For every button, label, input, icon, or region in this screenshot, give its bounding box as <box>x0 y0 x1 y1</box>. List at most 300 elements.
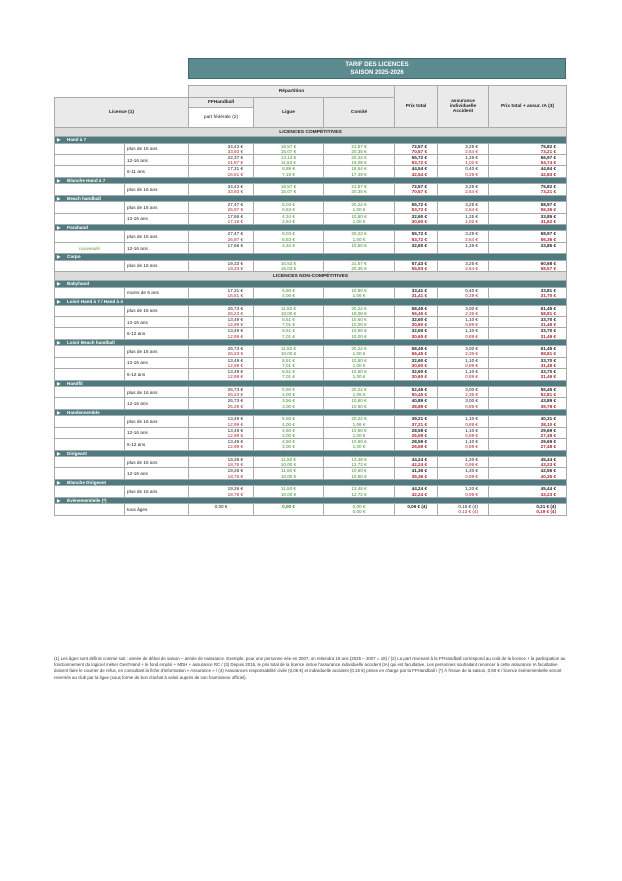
total-value-reduced: 55,93 € <box>411 265 427 271</box>
ffhandball-value <box>189 166 254 177</box>
ligue-value-full: 8,03 € <box>282 202 295 208</box>
ligue-value-reduced: 4,00 € <box>282 292 295 298</box>
ffhandball-value <box>189 457 254 468</box>
total-ia-value <box>489 427 567 438</box>
total-ia-value-reduced: 58,81 € <box>540 310 556 316</box>
assurance-value <box>438 457 489 468</box>
row-note <box>55 504 125 515</box>
assurance-value-reduced: 0,29 € <box>465 171 478 177</box>
ffhandball-value <box>189 231 254 242</box>
assurance-value-reduced: 0,99 € <box>465 462 478 468</box>
comite-value-reduced: 1,00 € <box>352 432 366 438</box>
ligue-value-reduced: 10,00 € <box>280 462 297 468</box>
footnotes: (1) Les âges sont définis comme suit : année de début de saison – année de naissance. Exemple, pour une personne née en 2007, on retiendra 18 ans (2025 – 2007 = 18) / (2) La part revenant à la FFHandball correspond au coût de la licence + la participation au fonctionnement du logiciel métier Gest'Hand + le fond emploi + MDH + assurance RC / (3) Depuis 2016, le prix total de la licence inclue l'assurance individuelle accident (IA) qui est facultative. Les personnes souhaitant renoncer à cette assurance IA facultative doivent faire le courrier de refus, en consultant la fiche d'information « Assurance » / (4) Assurances responsabilité civile (0,06 €) et individuelle accident (0,15 €) prises en charge par la FFHandball / (*) À l'issue de la saison, 0,50 € / licence évènementielle seront reversés au club par la ligue (sous forme de bon d'achat à valoir auprès de son fournisseur officiel). <box>54 656 566 680</box>
total-value-full: 44,24 € <box>411 486 427 492</box>
total-ia-value-full: 29,69 € <box>540 439 556 445</box>
tariff-title <box>188 58 566 79</box>
comite-value-reduced: 20,35 € <box>351 265 367 271</box>
ffhandball-value-full: 26,73 € <box>227 305 243 311</box>
ligue-value-reduced: 11,63 € <box>281 160 296 166</box>
ligue-value-full: 4,34 € <box>282 242 295 248</box>
comite-value-reduced: 1,00 € <box>352 236 366 242</box>
total-ia-value-full: 0,21 € (4) <box>536 504 556 510</box>
ligue-value-full: 8,03 € <box>282 231 295 237</box>
header-assurance: assurance individuelle Accident <box>438 86 489 128</box>
ligue-value-full: 11,50 € <box>281 468 296 474</box>
row-note <box>55 416 125 427</box>
ffhandball-value <box>189 202 254 213</box>
assurance-value-full: 1,10 € <box>465 416 478 422</box>
total-ia-value <box>489 468 567 479</box>
comite-value-full: 20,22 € <box>351 387 367 392</box>
comite-value-reduced: 1,00 € <box>352 351 366 357</box>
total-value-full: 44,24 € <box>411 457 427 463</box>
row-note <box>55 328 125 339</box>
assurance-value-reduced: 1,02 € <box>465 160 478 166</box>
total-value-full: 58,45 € <box>411 305 427 311</box>
total-value-reduced: 26,59 € <box>411 432 427 438</box>
ffhandball-value <box>189 427 254 438</box>
total-value-reduced: 70,57 € <box>411 189 427 195</box>
comite-value <box>324 260 395 271</box>
age-group: plus de 16 ans <box>125 305 189 316</box>
assurance-value-full: 1,10 € <box>465 369 478 375</box>
ffhandball-value-reduced: 18,76 € <box>227 462 243 468</box>
assurance-value-full: 1,10 € <box>465 439 478 445</box>
total-ia-value <box>489 184 567 195</box>
age-group: plus de 16 ans <box>125 346 189 357</box>
total-ia-value <box>489 242 567 253</box>
ligue-value <box>254 328 324 339</box>
assurance-value-reduced: 0,89 € <box>465 421 478 427</box>
ffhandball-value <box>189 504 254 515</box>
total-value <box>395 369 438 380</box>
total-value-reduced: 56,45 € <box>411 351 427 357</box>
age-group: tous âges <box>125 504 189 515</box>
comite-value-reduced: 1,06 € <box>352 292 366 298</box>
ligue-value-full: 11,50 € <box>281 346 296 352</box>
comite-value <box>324 387 395 398</box>
assurance-value-full: 1,10 € <box>465 357 478 363</box>
total-ia-value-reduced: 31,62 € <box>540 218 556 224</box>
total-ia-value <box>489 504 567 515</box>
ffhandball-value-full: 26,73 € <box>227 346 243 352</box>
ffhandball-value <box>189 357 254 368</box>
total-value <box>395 416 438 427</box>
row-note <box>55 166 125 177</box>
ligue-value-full: 11,50 € <box>281 305 296 311</box>
section-title: LICENCES NON-COMPÉTITIVES <box>55 272 567 281</box>
assurance-value-reduced: 0,89 € <box>465 432 478 438</box>
comite-value-reduced: 0,00 € <box>352 509 366 515</box>
ffhandball-value-reduced: 12,99 € <box>227 374 243 380</box>
total-ia-value <box>489 439 567 450</box>
assurance-value <box>438 357 489 368</box>
ffhandball-value-full: 13,49 € <box>227 369 243 375</box>
comite-value <box>324 357 395 368</box>
total-value-reduced: 30,60 € <box>411 362 427 368</box>
ligue-value <box>254 486 324 497</box>
total-value <box>395 328 438 339</box>
age-group: plus de 16 ans <box>125 202 189 213</box>
ffhandball-value-reduced <box>191 248 243 253</box>
comite-value-reduced <box>326 248 392 253</box>
triangle-icon: ▶ <box>57 380 61 386</box>
total-value-full: 52,45 € <box>411 387 427 392</box>
ffhandball-value-reduced: 17,16 € <box>227 218 243 224</box>
total-ia-value-full: 33,70 € <box>540 369 556 375</box>
assurance-value-reduced: 0,13 € (4) <box>458 509 478 515</box>
assurance-value-full: 1,20 € <box>465 468 478 474</box>
total-ia-value <box>489 457 567 468</box>
comite-value-reduced: 10,60 € <box>351 473 367 479</box>
ffhandball-value <box>189 242 254 253</box>
ligue-value-reduced: 7,01 € <box>282 374 295 380</box>
ligue-value-reduced: 7,01 € <box>282 333 295 339</box>
total-ia-value <box>489 346 567 357</box>
comite-value-full: 10,60 € <box>351 316 367 322</box>
age-group: 12-16 ans <box>125 427 189 438</box>
total-value-full: 39,21 € <box>411 416 427 422</box>
table-row <box>55 287 567 298</box>
comite-value-full: 20,22 € <box>351 346 367 352</box>
ligue-value <box>254 457 324 468</box>
assurance-value <box>438 398 489 409</box>
row-note <box>55 305 125 316</box>
total-value-reduced: 42,24 € <box>411 462 427 468</box>
comite-value-full: 10,60 € <box>351 328 367 334</box>
assurance-value-full: 0,40 € <box>465 166 478 172</box>
total-ia-value <box>489 143 567 154</box>
total-value-full: 55,72 € <box>411 154 427 160</box>
assurance-value-reduced: 0,89 € <box>465 333 478 339</box>
assurance-value <box>438 184 489 195</box>
ligue-value-full: 3,56 € <box>282 398 295 404</box>
age-group: 6-11 ans <box>125 166 189 177</box>
total-ia-value-reduced: 42,83 € <box>540 171 556 177</box>
assurance-value-reduced: 0,89 € <box>465 374 478 380</box>
total-ia-value-full: 61,45 € <box>540 346 556 352</box>
table-row <box>55 202 567 213</box>
category-name: Parahand <box>67 224 88 230</box>
total-value-full: 40,89 € <box>411 398 427 404</box>
table-row <box>55 504 567 515</box>
assurance-value-reduced: 0,29 € <box>465 292 478 298</box>
header-part-federale: part fédérale (2) <box>189 108 254 128</box>
row-note <box>55 316 125 327</box>
category-name: Hand à 7 <box>67 137 87 142</box>
header-prix-total: Prix total <box>395 86 438 128</box>
total-value-reduced: 37,21 € <box>411 421 427 427</box>
category-name: Blanche Dirigeant <box>67 479 107 485</box>
total-value-reduced: 53,72 € <box>411 236 427 242</box>
row-note <box>55 260 125 271</box>
ligue-value-full: 4,50 € <box>282 439 295 445</box>
assurance-value-full: 0,15 € (4) <box>458 504 478 510</box>
assurance-value-reduced: 2,36 € <box>465 392 478 398</box>
row-note <box>55 357 125 368</box>
total-value <box>395 468 438 479</box>
total-value-full: 32,60 € <box>411 242 427 248</box>
comite-value-reduced: 1,06 € <box>352 421 366 427</box>
ffhandball-value-reduced: 26,97 € <box>227 207 243 213</box>
assurance-value-reduced: 0,89 € <box>465 322 478 328</box>
total-value <box>395 184 438 195</box>
total-ia-value-full: 45,44 € <box>540 457 556 463</box>
total-value <box>395 457 438 468</box>
ligue-value-full: 5,50 € <box>282 416 295 422</box>
assurance-value <box>438 328 489 339</box>
total-ia-value <box>489 398 567 409</box>
total-value <box>395 202 438 213</box>
assurance-value <box>438 468 489 479</box>
total-value-reduced <box>397 509 427 514</box>
total-value <box>395 231 438 242</box>
total-value-full: 44,54 € <box>411 166 427 172</box>
assurance-value-reduced: 2,64 € <box>465 236 478 242</box>
ffhandball-value-full: 0,00 € <box>214 504 228 510</box>
triangle-icon: ▶ <box>57 281 61 287</box>
age-group: plus de 16 ans <box>125 184 189 195</box>
comite-value-reduced: 10,00 € <box>351 322 367 328</box>
total-ia-value-full: 33,81 € <box>540 287 556 293</box>
comite-value-reduced: 20,35 € <box>351 148 367 154</box>
total-ia-value-reduced: 31,70 € <box>540 292 556 298</box>
age-group: moins de 6 ans <box>125 287 189 298</box>
assurance-value-reduced <box>440 248 478 253</box>
total-ia-value-reduced: 40,35 € <box>540 473 556 479</box>
assurance-value <box>438 439 489 450</box>
ffhandball-value-reduced: 19,33 € <box>227 265 243 271</box>
ligue-value-full: 5,50 € <box>282 387 295 392</box>
ligue-value-full: 5,50 € <box>282 287 295 293</box>
table-row <box>55 468 567 479</box>
triangle-icon: ▶ <box>57 339 61 345</box>
ligue-value-full: 13,13 € <box>280 154 297 160</box>
triangle-icon: ▶ <box>57 450 61 456</box>
ligue-value-reduced: 7,01 € <box>282 322 295 328</box>
ligue-value <box>254 369 324 380</box>
assurance-value-reduced: 0,99 € <box>465 491 478 497</box>
total-value-reduced: 53,72 € <box>411 207 427 213</box>
age-group: plus de 16 ans <box>125 231 189 242</box>
ffhandball-value-full: 13,49 € <box>227 316 243 322</box>
table-row <box>55 184 567 195</box>
header-ligue: Ligue <box>254 98 324 128</box>
ffhandball-value-full: 26,73 € <box>227 387 243 392</box>
total-ia-value <box>489 369 567 380</box>
category-name: Blanche Hand à 7 <box>67 177 106 183</box>
header-ffhandball: FFHandball <box>189 98 254 108</box>
assurance-value-reduced: 0,89 € <box>465 362 478 368</box>
section-title: LICENCES COMPÉTITIVES <box>55 128 567 137</box>
ligue-value-full: 0,00 € <box>282 504 295 510</box>
comite-value <box>324 184 395 195</box>
ffhandball-value <box>189 346 254 357</box>
total-value-reduced: 42,24 € <box>411 491 427 497</box>
total-ia-value-reduced: 31,49 € <box>540 374 556 380</box>
ligue-value <box>254 231 324 242</box>
assurance-value-full: 1,25 € <box>465 242 478 248</box>
comite-value-reduced: 10,60 € <box>351 403 367 409</box>
comite-value-reduced: 1,00 € <box>352 207 366 213</box>
ffhandball-value-reduced: 18,76 € <box>227 491 243 497</box>
ffhandball-value-reduced: 26,23 € <box>227 351 243 357</box>
ffhandball-value-reduced: 12,99 € <box>227 432 243 438</box>
header-prix-total-ia: Prix total + assur. IA (3) <box>489 86 567 128</box>
ligue-value-reduced: 4,00 € <box>282 392 295 398</box>
table-row <box>55 416 567 427</box>
ffhandball-value <box>189 184 254 195</box>
ligue-value-reduced: 15,07 € <box>280 148 297 154</box>
ligue-value-reduced: 6,53 € <box>282 207 295 213</box>
comite-value-full: 18,54 € <box>351 166 367 172</box>
triangle-icon: ▶ <box>57 254 61 260</box>
ffhandball-value-reduced: 26,23 € <box>227 392 243 398</box>
table-row <box>55 316 567 327</box>
triangle-icon: ▶ <box>57 409 61 415</box>
assurance-value <box>438 504 489 515</box>
ligue-value <box>254 316 324 327</box>
total-value-reduced: 39,36 € <box>411 473 427 479</box>
table-row <box>55 439 567 450</box>
assurance-value-full: 1,20 € <box>465 457 478 463</box>
ffhandball-value-full: 34,43 € <box>227 184 243 190</box>
category-name: Handensemble <box>67 409 100 415</box>
ffhandball-value <box>189 468 254 479</box>
total-ia-value-full: 33,70 € <box>540 316 556 322</box>
total-ia-value-full: 33,70 € <box>540 357 556 363</box>
total-ia-value <box>489 154 567 165</box>
total-value-reduced: 30,60 € <box>411 374 427 380</box>
total-ia-value-full: 75,82 € <box>540 184 556 190</box>
ffhandball-value-reduced: 12,99 € <box>227 421 243 427</box>
age-group: 6-12 ans <box>125 328 189 339</box>
ligue-value-reduced: 4,00 € <box>282 421 295 427</box>
ffhandball-value-full: 13,49 € <box>227 427 243 433</box>
table-row <box>55 213 567 224</box>
total-value-full: 0,06 € (4) <box>407 504 427 510</box>
ligue-value-reduced: 7,19 € <box>282 171 295 177</box>
ligue-value <box>254 260 324 271</box>
total-ia-value-full: 58,97 € <box>540 231 556 237</box>
assurance-value-reduced: 2,36 € <box>465 351 478 357</box>
total-ia-value-full: 45,44 € <box>540 486 556 492</box>
total-value <box>395 387 438 398</box>
triangle-icon: ▶ <box>57 497 61 503</box>
total-ia-value-reduced: 43,23 € <box>540 491 556 497</box>
assurance-value-reduced: 2,36 € <box>465 310 478 316</box>
ligue-value <box>254 346 324 357</box>
row-note <box>55 457 125 468</box>
comite-value <box>324 486 395 497</box>
table-row <box>55 369 567 380</box>
assurance-value <box>438 242 489 253</box>
comite-value-reduced: 10,00 € <box>351 333 367 339</box>
ffhandball-value-full: 26,73 € <box>227 398 243 404</box>
ffhandball-value-reduced: 12,99 € <box>227 362 243 368</box>
ligue-value-reduced: 15,03 € <box>280 265 297 271</box>
total-ia-value <box>489 416 567 427</box>
ffhandball-value-full: 27,47 € <box>227 202 243 208</box>
ligue-value <box>254 439 324 450</box>
age-group: 6-12 ans <box>125 439 189 450</box>
assurance-value <box>438 166 489 177</box>
ligue-value-reduced: 15,07 € <box>280 189 297 195</box>
ligue-value-full: 16,57 € <box>280 184 297 190</box>
comite-value <box>324 457 395 468</box>
comite-value-full: 20,22 € <box>351 154 367 160</box>
comite-value-full: 20,22 € <box>351 231 367 237</box>
triangle-icon: ▶ <box>57 137 61 142</box>
assurance-value-full: 1,10 € <box>465 328 478 334</box>
total-ia-value-reduced: 27,48 € <box>540 444 556 450</box>
table-row <box>55 328 567 339</box>
total-ia-value <box>489 486 567 497</box>
total-ia-value-full: 61,45 € <box>540 305 556 311</box>
comite-value <box>324 416 395 427</box>
ligue-value-reduced: 7,01 € <box>282 362 295 368</box>
total-ia-value-full: 43,89 € <box>540 398 556 404</box>
table-row <box>55 242 567 253</box>
comite-value <box>324 166 395 177</box>
total-value-full: 55,72 € <box>411 231 427 237</box>
ffhandball-value-full: 13,49 € <box>227 439 243 445</box>
comite-value-full: 10,60 € <box>351 242 367 248</box>
ligue-value-reduced: 6,53 € <box>282 236 295 242</box>
tariff-table <box>54 85 567 516</box>
comite-value-full: 10,60 € <box>351 287 367 293</box>
assurance-value-reduced: 1,02 € <box>465 218 478 224</box>
total-value-full: 28,59 € <box>411 427 427 433</box>
comite-value-reduced: 1,00 € <box>352 362 366 368</box>
comite-value-full: 21,57 € <box>351 184 367 190</box>
total-value-reduced: 30,60 € <box>411 322 427 328</box>
age-group: 12-16 ans <box>125 242 189 253</box>
assurance-value-full: 3,00 € <box>465 387 478 392</box>
total-ia-value-full: 58,97 € <box>540 202 556 208</box>
ffhandball-value-reduced: 18,76 € <box>227 473 243 479</box>
table-row <box>55 398 567 409</box>
ffhandball-value-reduced: 33,93 € <box>227 189 243 195</box>
total-value <box>395 287 438 298</box>
ffhandball-value <box>189 369 254 380</box>
total-ia-value-reduced: 31,49 € <box>540 362 556 368</box>
total-ia-value-reduced: 73,21 € <box>540 148 556 154</box>
comite-value <box>324 346 395 357</box>
comite-value-reduced: 1,00 € <box>352 444 366 450</box>
total-value <box>395 242 438 253</box>
ffhandball-value <box>189 416 254 427</box>
assurance-value <box>438 369 489 380</box>
category-name: Handfit <box>67 380 83 386</box>
assurance-value <box>438 260 489 271</box>
total-value-reduced <box>397 248 427 253</box>
row-note <box>55 398 125 409</box>
ffhandball-value-reduced: 26,23 € <box>227 310 243 316</box>
category-name: Babyhand <box>67 281 90 287</box>
assurance-value-reduced: 0,89 € <box>465 403 478 409</box>
row-note <box>55 346 125 357</box>
age-group: 12-16 ans <box>125 154 189 165</box>
total-value-full: 41,36 € <box>411 468 427 474</box>
category-name: Loisir Beach handball <box>67 339 115 345</box>
comite-value <box>324 213 395 224</box>
ligue-value <box>254 166 324 177</box>
total-value <box>395 439 438 450</box>
ligue-value-full: 8,51 € <box>282 357 295 363</box>
comite-value-reduced: 20,35 € <box>351 189 367 195</box>
